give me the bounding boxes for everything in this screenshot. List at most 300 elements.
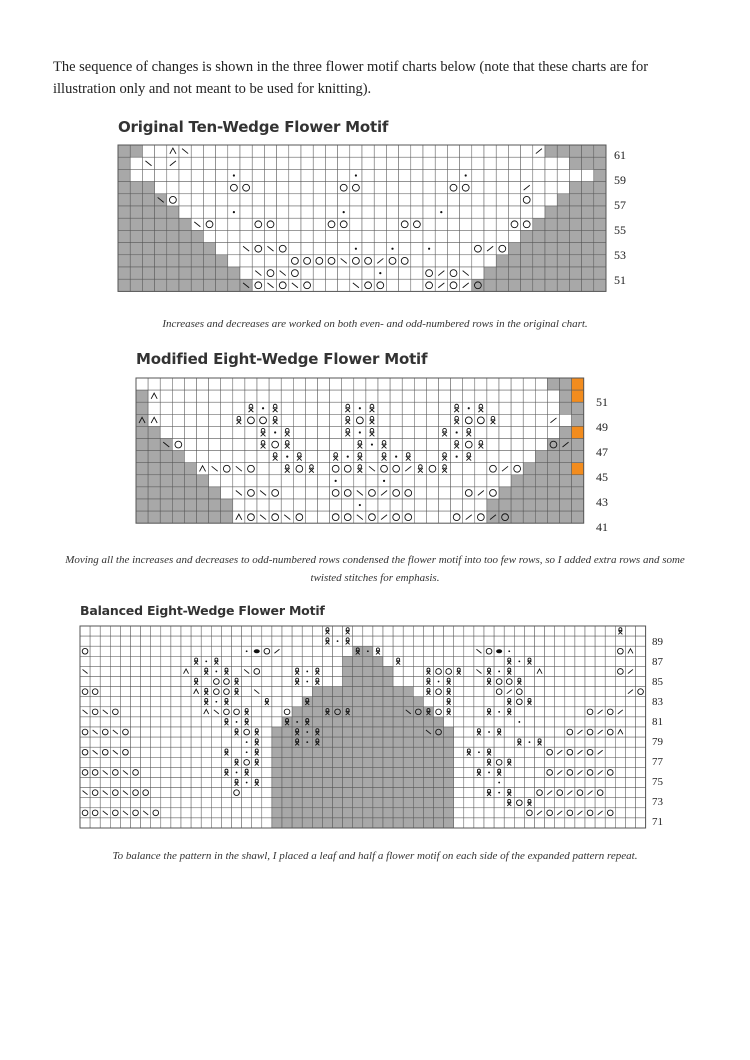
chart-cell: [171, 737, 181, 747]
chart-cell: [423, 267, 435, 279]
chart-cell: [523, 390, 535, 402]
dot-symbol: [391, 248, 393, 250]
chart-cell: [636, 707, 646, 717]
chart-cell: [242, 727, 252, 737]
chart-cell: [569, 255, 581, 267]
chart-cell: [363, 677, 373, 687]
chart-cell: [353, 788, 363, 798]
chart-cell: [439, 402, 451, 414]
chart-cell: [179, 255, 191, 267]
chart-cell: [390, 390, 402, 402]
chart-cell: [110, 818, 120, 828]
dot-symbol: [233, 211, 235, 213]
chart-cell: [191, 279, 203, 291]
chart-cell: [302, 747, 312, 757]
chart-cell: [80, 697, 90, 707]
chart-cell: [555, 666, 565, 676]
chart-cell: [615, 747, 625, 757]
chart-cell: [142, 279, 154, 291]
chart-cell: [460, 194, 472, 206]
chart-cell: [262, 666, 272, 676]
chart-cell: [535, 402, 547, 414]
chart-cell: [399, 243, 411, 255]
chart-cell: [366, 378, 378, 390]
chart-cell: [555, 778, 565, 788]
chart-cell: [615, 757, 625, 767]
chart-cell: [191, 243, 203, 255]
chart-cell: [572, 390, 584, 402]
chart-cell: [595, 697, 605, 707]
chart-cell: [120, 656, 130, 666]
chart-cell: [289, 169, 301, 181]
chart-cell: [393, 778, 403, 788]
chart-cell: [203, 206, 215, 218]
chart-cell: [155, 206, 167, 218]
chart-cell: [318, 414, 330, 426]
chart-cell: [110, 808, 120, 818]
chart-cell: [487, 499, 499, 511]
caption-balanced: To balance the pattern in the shawl, I placed a leaf and half a flower motif on each side of the expanded pattern repeat.: [112, 850, 638, 862]
chart-cell: [322, 666, 332, 676]
chart-cell: [547, 511, 559, 523]
chart-cell: [353, 717, 363, 727]
chart-balanced-eight-wedge: [80, 626, 646, 828]
chart-cell: [454, 697, 464, 707]
dot-symbol: [359, 407, 361, 409]
chart-cell: [444, 646, 454, 656]
chart-cell: [293, 414, 305, 426]
chart-cell: [142, 145, 154, 157]
chart-cell: [435, 230, 447, 242]
chart-cell: [141, 656, 151, 666]
chart-cell: [523, 414, 535, 426]
chart-cell: [426, 439, 438, 451]
chart-cell: [301, 267, 313, 279]
chart-cell: [211, 727, 221, 737]
chart-cell: [615, 666, 625, 676]
chart-cell: [575, 707, 585, 717]
chart-cell: [343, 767, 353, 777]
chart-cell: [402, 511, 414, 523]
chart-cell: [264, 157, 276, 169]
chart-cell: [302, 778, 312, 788]
chart-cell: [393, 687, 403, 697]
chart-cell: [451, 463, 463, 475]
chart-cell: [282, 818, 292, 828]
chart-cell: [269, 511, 281, 523]
chart-cell: [594, 194, 606, 206]
chart-cell: [373, 727, 383, 737]
row-label: 71: [652, 816, 663, 828]
chart-cell: [148, 378, 160, 390]
chart-cell: [252, 157, 264, 169]
chart-cell: [171, 656, 181, 666]
chart-cell: [636, 677, 646, 687]
chart-cell: [504, 767, 514, 777]
chart-cell: [524, 808, 534, 818]
chart-cell: [386, 218, 398, 230]
chart-cell: [209, 378, 221, 390]
chart-cell: [90, 626, 100, 636]
chart-cell: [160, 378, 172, 390]
chart-cell: [191, 182, 203, 194]
chart-cell: [413, 687, 423, 697]
chart-cell: [363, 727, 373, 737]
chart-cell: [521, 243, 533, 255]
chart-cell: [301, 218, 313, 230]
chart-cell: [454, 808, 464, 818]
chart-cell: [511, 378, 523, 390]
chart-cell: [155, 157, 167, 169]
chart-cell: [322, 778, 332, 788]
chart-cell: [625, 747, 635, 757]
chart-cell: [575, 626, 585, 636]
chart-cell: [155, 218, 167, 230]
chart-cell: [460, 255, 472, 267]
chart-cell: [615, 646, 625, 656]
chart-cell: [330, 511, 342, 523]
chart-cell: [228, 267, 240, 279]
chart-cell: [289, 255, 301, 267]
chart-cell: [338, 169, 350, 181]
chart-cell: [373, 677, 383, 687]
chart-cell: [447, 194, 459, 206]
chart-cell: [282, 626, 292, 636]
chart-cell: [342, 499, 354, 511]
chart-cell: [281, 475, 293, 487]
chart-cell: [130, 267, 142, 279]
chart-cell: [216, 267, 228, 279]
chart-cell: [151, 717, 161, 727]
chart-cell: [625, 707, 635, 717]
chart-cell: [302, 767, 312, 777]
chart-cell: [363, 697, 373, 707]
chart-cell: [142, 255, 154, 267]
chart-cell: [313, 279, 325, 291]
chart-cell: [496, 230, 508, 242]
chart-cell: [423, 717, 433, 727]
chart-cell: [90, 757, 100, 767]
chart-cell: [312, 788, 322, 798]
chart-cell: [435, 157, 447, 169]
chart-cell: [216, 194, 228, 206]
chart-cell: [120, 778, 130, 788]
chart-cell: [201, 757, 211, 767]
chart-cell: [363, 778, 373, 788]
chart-cell: [142, 194, 154, 206]
chart-cell: [181, 788, 191, 798]
chart-cell: [569, 145, 581, 157]
chart-cell: [80, 636, 90, 646]
chart-cell: [363, 707, 373, 717]
chart-cell: [221, 487, 233, 499]
chart-cell: [148, 426, 160, 438]
chart-cell: [460, 218, 472, 230]
chart-cell: [90, 656, 100, 666]
chart-cell: [426, 402, 438, 414]
chart-cell: [533, 218, 545, 230]
chart-cell: [172, 378, 184, 390]
dot-symbol: [306, 681, 308, 683]
chart-cell: [161, 808, 171, 818]
chart-cell: [277, 169, 289, 181]
chart-cell: [434, 626, 444, 636]
chart-cell: [496, 182, 508, 194]
chart-cell: [454, 656, 464, 666]
chart-cell: [386, 157, 398, 169]
chart-cell: [333, 737, 343, 747]
chart-cell: [362, 206, 374, 218]
chart-cell: [142, 218, 154, 230]
chart-cell: [499, 487, 511, 499]
chart-cell: [547, 378, 559, 390]
chart-cell: [362, 194, 374, 206]
chart-cell: [325, 255, 337, 267]
chart-cell: [514, 697, 524, 707]
chart-cell: [447, 267, 459, 279]
chart-cell: [363, 737, 373, 747]
chart-cell: [411, 243, 423, 255]
chart-cell: [423, 656, 433, 666]
chart-cell: [313, 145, 325, 157]
chart-cell: [464, 707, 474, 717]
chart-cell: [221, 636, 231, 646]
chart-cell: [209, 499, 221, 511]
chart-cell: [363, 747, 373, 757]
chart-cell: [136, 463, 148, 475]
chart-cell: [423, 767, 433, 777]
chart-cell: [585, 737, 595, 747]
chart-cell: [282, 727, 292, 737]
chart-cell: [292, 808, 302, 818]
chart-cell: [136, 378, 148, 390]
chart-cell: [148, 390, 160, 402]
chart-cell: [460, 182, 472, 194]
chart-cell: [393, 737, 403, 747]
chart-cell: [524, 646, 534, 656]
chart-cell: [435, 169, 447, 181]
chart-cell: [118, 194, 130, 206]
chart-cell: [434, 666, 444, 676]
chart-cell: [142, 230, 154, 242]
chart-cell: [414, 414, 426, 426]
chart-cell: [390, 475, 402, 487]
chart-cell: [269, 439, 281, 451]
chart-cell: [264, 194, 276, 206]
chart-cell: [494, 798, 504, 808]
dot-symbol: [246, 782, 248, 784]
chart-cell: [484, 697, 494, 707]
chart-cell: [197, 487, 209, 499]
dot-symbol: [274, 431, 276, 433]
chart-cell: [555, 656, 565, 666]
chart-cell: [514, 808, 524, 818]
chart-cell: [264, 267, 276, 279]
chart-cell: [636, 737, 646, 747]
chart-cell: [426, 414, 438, 426]
chart-cell: [221, 463, 233, 475]
chart-cell: [262, 687, 272, 697]
chart-cell: [413, 626, 423, 636]
chart-cell: [301, 194, 313, 206]
chart-cell: [90, 818, 100, 828]
chart-cell: [572, 463, 584, 475]
chart-cell: [615, 697, 625, 707]
chart-cell: [499, 426, 511, 438]
chart-cell: [232, 646, 242, 656]
chart-cell: [363, 626, 373, 636]
chart-cell: [151, 808, 161, 818]
chart-cell: [136, 426, 148, 438]
chart-cell: [322, 737, 332, 747]
chart-cell: [464, 697, 474, 707]
chart-cell: [464, 646, 474, 656]
chart-cell: [142, 182, 154, 194]
chart-grid-balanced: [80, 626, 646, 828]
chart-cell: [413, 666, 423, 676]
chart-cell: [333, 707, 343, 717]
chart-cell: [161, 717, 171, 727]
chart-cell: [545, 279, 557, 291]
chart-cell: [414, 402, 426, 414]
chart-cell: [504, 778, 514, 788]
chart-cell: [293, 487, 305, 499]
chart-cell: [521, 267, 533, 279]
chart-cell: [330, 487, 342, 499]
chart-cell: [373, 687, 383, 697]
dot-symbol: [215, 671, 217, 673]
chart-cell: [281, 402, 293, 414]
chart-cell: [292, 626, 302, 636]
chart-cell: [160, 426, 172, 438]
chart-cell: [148, 511, 160, 523]
chart-cell: [330, 439, 342, 451]
chart-cell: [272, 778, 282, 788]
chart-cell: [240, 206, 252, 218]
chart-cell: [277, 182, 289, 194]
chart-cell: [312, 687, 322, 697]
chart-cell: [366, 475, 378, 487]
chart-cell: [555, 727, 565, 737]
chart-cell: [221, 737, 231, 747]
chart-cell: [282, 666, 292, 676]
chart-cell: [423, 218, 435, 230]
chart-cell: [402, 426, 414, 438]
chart-cell: [151, 646, 161, 656]
chart-cell: [386, 206, 398, 218]
dot-symbol: [379, 272, 381, 274]
chart-cell: [131, 677, 141, 687]
chart-cell: [511, 402, 523, 414]
chart-cell: [172, 499, 184, 511]
chart-cell: [362, 157, 374, 169]
chart-cell: [272, 798, 282, 808]
chart-cell: [472, 279, 484, 291]
chart-cell: [272, 707, 282, 717]
chart-cell: [333, 717, 343, 727]
chart-cell: [582, 279, 594, 291]
chart-cell: [484, 626, 494, 636]
chart-cell: [167, 243, 179, 255]
chart-cell: [569, 267, 581, 279]
chart-cell: [605, 687, 615, 697]
chart-cell: [514, 727, 524, 737]
chart-cell: [484, 778, 494, 788]
chart-cell: [569, 182, 581, 194]
chart-cell: [545, 737, 555, 747]
chart-cell: [350, 255, 362, 267]
chart-cell: [80, 747, 90, 757]
chart-cell: [557, 157, 569, 169]
chart-cell: [272, 818, 282, 828]
chart-cell: [293, 463, 305, 475]
chart-cell: [487, 378, 499, 390]
chart-cell: [305, 499, 317, 511]
chart-cell: [595, 636, 605, 646]
chart-cell: [555, 757, 565, 767]
chart-cell: [426, 390, 438, 402]
chart-cell: [130, 145, 142, 157]
chart-cell: [414, 378, 426, 390]
chart-cell: [171, 666, 181, 676]
chart-cell: [533, 267, 545, 279]
chart-cell: [575, 737, 585, 747]
chart-cell: [252, 818, 262, 828]
chart-cell: [484, 717, 494, 727]
row-label: 49: [596, 420, 608, 434]
chart-cell: [444, 727, 454, 737]
chart-cell: [535, 788, 545, 798]
chart-cell: [605, 656, 615, 666]
chart-cell: [161, 636, 171, 646]
chart-cell: [181, 808, 191, 818]
chart-cell: [90, 707, 100, 717]
chart-cell: [565, 707, 575, 717]
chart-cell: [120, 666, 130, 676]
chart-cell: [302, 757, 312, 767]
chart-cell: [245, 439, 257, 451]
chart-cell: [454, 677, 464, 687]
chart-cell: [378, 390, 390, 402]
chart-cell: [625, 626, 635, 636]
chart-cell: [363, 666, 373, 676]
chart-cell: [211, 818, 221, 828]
chart-cell: [160, 475, 172, 487]
chart-cell: [423, 145, 435, 157]
chart-cell: [110, 697, 120, 707]
chart-cell: [535, 378, 547, 390]
chart-cell: [605, 778, 615, 788]
chart-cell: [463, 414, 475, 426]
chart-cell: [545, 808, 555, 818]
chart-cell: [411, 194, 423, 206]
chart-cell: [197, 475, 209, 487]
chart-cell: [454, 727, 464, 737]
chart-cell: [514, 626, 524, 636]
chart-cell: [585, 747, 595, 757]
chart-cell: [378, 378, 390, 390]
chart-cell: [233, 426, 245, 438]
row-label: 85: [652, 676, 663, 688]
chart-cell: [464, 788, 474, 798]
chart-cell: [472, 157, 484, 169]
chart-cell: [130, 255, 142, 267]
chart-cell: [252, 194, 264, 206]
chart-cell: [605, 808, 615, 818]
chart-cell: [374, 218, 386, 230]
chart-cell: [292, 687, 302, 697]
chart-cell: [302, 788, 312, 798]
